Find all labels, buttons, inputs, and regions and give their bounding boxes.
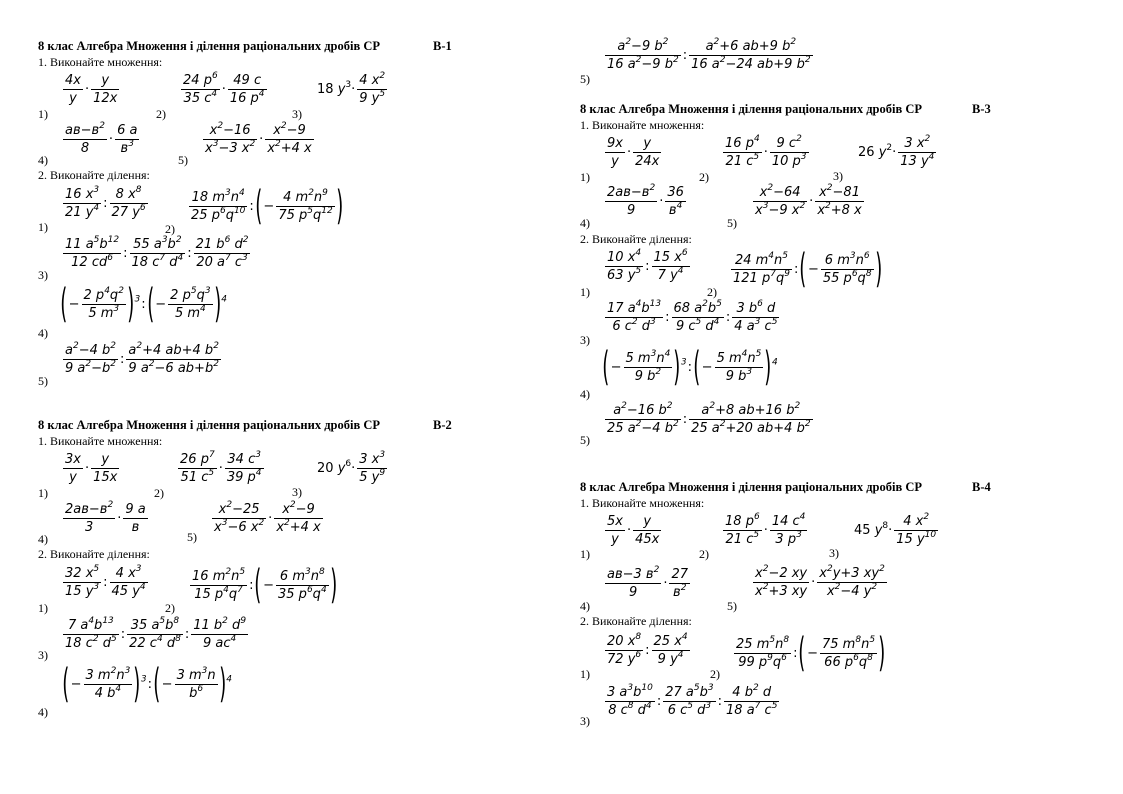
item-number: 4) — [580, 216, 590, 230]
formula-v2-m1: $\frac{3x}{y}$ · $\frac{y}{15x}$ — [65, 452, 118, 485]
item-number: 2) — [154, 486, 164, 500]
item-number: 2) — [165, 222, 175, 236]
formula-v2-d5: $\frac{a^2-9 b^2}{16 a^2-9 b^2}$ : $\frac{a^2+6 ab+9 b^2}{16 a^2-24 ab+9 b^2}$ — [607, 37, 811, 72]
section-multiply-v2: 1. Виконайте множення: — [38, 434, 163, 448]
formula-v1-d5: $\frac{a^2-4 b^2}{9 a^2-b^2}$ : $\frac{a^2+4 ab+4 b^2}{9 a^2-6 ab+b^2}$ — [65, 341, 219, 376]
formula-v3-m5: $\frac{x^2-64}{x^3-9 x^2}$ · $\frac{x^2-81}{x^2+8 x}$ — [755, 183, 862, 218]
item-number: 4) — [38, 326, 48, 340]
formula-v1-d4: (− $\frac{2 p^4q^2}{5 m^3}$ )$^3$:(− $\frac{2 p^5q^3}{5 m^4}$ )$^4$ — [60, 281, 227, 327]
item-number: 1) — [38, 486, 48, 500]
item-number: 5) — [178, 153, 188, 167]
item-number: 2) — [699, 547, 709, 561]
formula-v2-m2: $\frac{26 p^7}{51 c^5}$ · $\frac{34 c^3}{39 p^4}$ — [180, 450, 262, 485]
item-number: 1) — [580, 667, 590, 681]
formula-v3-m3: 26 $y^2\cdot$ $\frac{3 x^2}{13 y^4}$ — [858, 134, 935, 169]
formula-v1-m1: $\frac{4x}{y}$ · $\frac{y}{12x}$ — [65, 73, 118, 106]
formula-v4-m2: $\frac{18 p^6}{21 c^5}$ · $\frac{14 c^4}{3 p^3}$ — [725, 512, 806, 547]
variant-2-header — [38, 418, 452, 433]
item-number: 2) — [156, 107, 166, 121]
item-number: 3) — [580, 714, 590, 728]
formula-v4-m5: $\frac{x^2-2 xy}{x^2+3 xy}$ · $\frac{x^2y+3 xy^2}{x^2-4 y^2}$ — [755, 564, 885, 599]
header-text: 8 клас Алгебра Множення і ділення раціональних дробів СР — [38, 418, 380, 432]
item-number: 5) — [187, 530, 197, 544]
section-divide-v2: 2. Виконайте ділення: — [38, 547, 150, 561]
formula-v2-m3: 20 $y^6\cdot$ $\frac{3 x^3}{5 y^9}$ — [317, 450, 386, 485]
formula-v3-m2: $\frac{16 p^4}{21 c^5}$ · $\frac{9 c^2}{10 p^3}$ — [725, 134, 807, 169]
formula-v4-m1: $\frac{5x}{y}$ · $\frac{y}{45x}$ — [607, 514, 660, 547]
formula-v4-d3: $\frac{3 a^3b^{10}}{8 c^8 d^4}$ : $\frac{27 a^5b^3}{6 c^5 d^3}$ : $\frac{4 b^2 d}{18 a^7 c^5}$ — [607, 683, 778, 718]
item-number: 5) — [38, 374, 48, 388]
item-number: 1) — [38, 107, 48, 121]
formula-v1-m5: $\frac{x^2-16}{x^3-3 x^2}$ · $\frac{x^2-9}{x^2+4 x}$ — [205, 121, 312, 156]
variant-label: В-1 — [433, 39, 452, 53]
item-number: 5) — [580, 72, 590, 86]
formula-v4-m3: 45 $y^8\cdot$ $\frac{4 x^2}{15 y^{10}}$ — [854, 512, 937, 547]
header-text: 8 клас Алгебра Множення і ділення раціональних дробів СР — [38, 39, 380, 53]
section-divide-v4: 2. Виконайте ділення: — [580, 614, 692, 628]
item-number: 5) — [580, 433, 590, 447]
formula-v1-d3: $\frac{11 a^5b^{12}}{12 cd^6}$ : $\frac{55 a^3b^2}{18 c^7 d^4}$ : $\frac{21 b^6 d^2}{20 a^7 c^3}$ — [65, 235, 249, 270]
item-number: 1) — [580, 170, 590, 184]
formula-v2-m4: $\frac{2ав-в^2}{3}$ · $\frac{9 а}{в}$ — [65, 500, 146, 535]
formula-v3-m1: $\frac{9x}{y}$ · $\frac{y}{24x}$ — [607, 136, 660, 169]
item-number: 4) — [38, 705, 48, 719]
item-number: 3) — [580, 333, 590, 347]
formula-v3-d1: $\frac{10 x^4}{63 y^5}$ : $\frac{15 x^6}{7 y^4}$ — [607, 248, 688, 283]
formula-v1-m3: 18 $y^3\cdot$ $\frac{4 x^2}{9 y^5}$ — [317, 71, 386, 106]
formula-v4-d1: $\frac{20 x^8}{72 y^6}$ : $\frac{25 x^4}{9 y^4}$ — [607, 632, 688, 667]
item-number: 1) — [580, 547, 590, 561]
item-number: 3) — [38, 648, 48, 662]
formula-v3-m4: $\frac{2ав-в^2}{9}$ · $\frac{36}{в^4}$ — [607, 183, 684, 218]
variant-label: В-2 — [433, 418, 452, 432]
formula-v3-d2: $\frac{24 m^4n^5}{121 p^7q^9}$ :(− $\frac{6 m^3n^6}{55 p^6q^8}$ ) — [733, 246, 882, 292]
formula-v1-m2: $\frac{24 p^6}{35 c^4}$ · $\frac{49 c}{16 p^4}$ — [183, 71, 265, 106]
formula-v1-d2: $\frac{18 m^3n^4}{25 p^6q^{10}}$ :(− $\frac{4 m^2n^9}{75 p^5q^{12}}$ ) — [191, 183, 344, 229]
item-number: 5) — [727, 216, 737, 230]
formula-v2-d4: (− $\frac{3 m^2n^3}{4 b^4}$ )$^3$:(− $\frac{3 m^3n}{b^6}$ )$^4$ — [62, 661, 232, 707]
item-number: 5) — [727, 599, 737, 613]
section-multiply-v4: 1. Виконайте множення: — [580, 496, 705, 510]
formula-v2-d1: $\frac{32 x^5}{15 y^3}$ : $\frac{4 x^3}{45 y^4}$ — [65, 564, 146, 599]
formula-v1-m4: $\frac{ав-в^2}{8}$ · $\frac{6 а}{в^3}$ — [65, 121, 138, 156]
variant-label: В-3 — [972, 102, 991, 116]
formula-v3-d4: (− $\frac{5 m^3n^4}{9 b^2}$ )$^3$:(− $\frac{5 m^4n^5}{9 b^3}$ )$^4$ — [602, 344, 778, 390]
header-text: 8 клас Алгебра Множення і ділення раціональних дробів СР — [580, 102, 922, 116]
formula-v4-m4: $\frac{ав-3 в^2}{9}$ · $\frac{27}{в^2}$ — [607, 565, 689, 600]
section-multiply-v3: 1. Виконайте множення: — [580, 118, 705, 132]
section-divide-v1: 2. Виконайте ділення: — [38, 168, 150, 182]
item-number: 2) — [165, 601, 175, 615]
item-number: 2) — [707, 285, 717, 299]
variant-4-header — [580, 480, 991, 495]
item-number: 4) — [38, 532, 48, 546]
formula-v3-d5: $\frac{a^2-16 b^2}{25 a^2-4 b^2}$ : $\frac{a^2+8 ab+16 b^2}{25 a^2+20 ab+4 b^2}$ — [607, 401, 811, 436]
item-number: 3) — [833, 169, 843, 183]
item-number: 3) — [829, 546, 839, 560]
item-number: 1) — [38, 601, 48, 615]
item-number: 4) — [38, 153, 48, 167]
formula-v1-d1: $\frac{16 x^3}{21 y^4}$ : $\frac{8 x^8}{27 y^6}$ — [65, 185, 146, 220]
formula-v4-d2: $\frac{25 m^5n^8}{99 p^9q^6}$ :(− $\frac{75 m^8n^5}{66 p^6q^8}$ ) — [736, 630, 886, 676]
item-number: 3) — [292, 485, 302, 499]
section-divide-v3: 2. Виконайте ділення: — [580, 232, 692, 246]
item-number: 1) — [38, 220, 48, 234]
section-multiply-v1: 1. Виконайте множення: — [38, 55, 163, 69]
variant-3-header — [580, 102, 991, 117]
item-number: 4) — [580, 387, 590, 401]
item-number: 2) — [710, 667, 720, 681]
item-number: 2) — [699, 170, 709, 184]
header-text: 8 клас Алгебра Множення і ділення раціональних дробів СР — [580, 480, 922, 494]
formula-v2-d3: $\frac{7 a^4b^{13}}{18 c^2 d^5}$ : $\frac{35 a^5b^8}{22 c^4 d^8}$ : $\frac{11 b^2 d^9}{9 ac^4}$ — [65, 616, 247, 651]
variant-label: В-4 — [972, 480, 991, 494]
item-number: 4) — [580, 599, 590, 613]
item-number: 1) — [580, 285, 590, 299]
variant-1-header — [38, 39, 452, 54]
formula-v2-m5: $\frac{x^2-25}{x^3-6 x^2}$ · $\frac{x^2-9}{x^2+4 x}$ — [214, 500, 321, 535]
item-number: 3) — [38, 268, 48, 282]
formula-v2-d2: $\frac{16 m^2n^5}{15 p^4q^7}$ :(− $\frac{6 m^3n^8}{35 p^6q^4}$ ) — [192, 562, 337, 608]
item-number: 3) — [292, 107, 302, 121]
formula-v3-d3: $\frac{17 a^4b^{13}}{6 c^2 d^3}$ : $\frac{68 a^2b^5}{9 c^5 d^4}$ : $\frac{3 b^6 d}{4 a^3 c^5}$ — [607, 299, 778, 334]
